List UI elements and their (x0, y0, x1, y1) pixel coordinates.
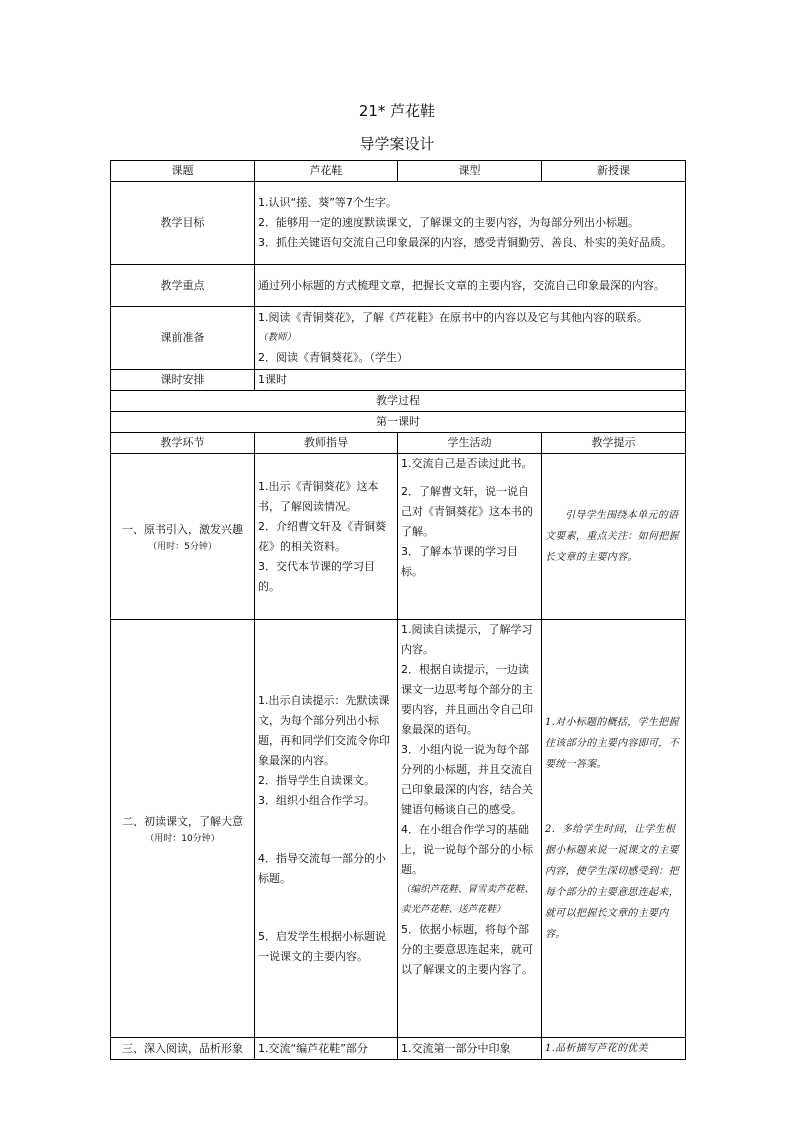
stage-name: 二、初读课文，了解大意 (122, 814, 243, 828)
stage-row (111, 454, 686, 620)
header-teacher: 教师指导 (255, 433, 398, 454)
student-item: 3．了解本节课的学习目标。 (401, 545, 518, 578)
student-item: 1.交流第一部分中印象 (398, 1038, 542, 1060)
student-item: 2．根据自读提示，一边读课文一边思考每个部分的主要内容，并且画出令自己印象最深的语句。 (401, 663, 533, 736)
key-value: 通过列小标题的方式梳理文章，把握长文章的主要内容，交流自己印象最深的内容。 (255, 265, 686, 307)
stage-name-cell (111, 620, 255, 1038)
teacher-guidance (255, 620, 398, 1038)
hours-value: 1课时 (255, 370, 686, 391)
header-stage: 教学环节 (111, 433, 255, 454)
key-label: 教学重点 (111, 265, 255, 307)
process-title: 教学过程 (111, 391, 686, 412)
tip-item: 1.品析描写芦花的优美 (542, 1038, 686, 1060)
lesson-title: 21* 芦花鞋 (358, 102, 436, 120)
process-title-row (111, 391, 686, 412)
document-subtitle: 导学案设计 (359, 135, 435, 153)
key-row (111, 265, 686, 307)
header-student: 学生活动 (398, 433, 542, 454)
stage-name: 三、深入阅读，品析形象 (111, 1038, 255, 1060)
tip-item: 引导学生围绕本单元的语文要素，重点关注：如何把握长文章的主要内容。 (545, 510, 679, 563)
teacher-item: 2．指导学生自读课文。 (258, 773, 375, 787)
teacher-guidance (255, 454, 398, 620)
topic-value: 芦花鞋 (255, 161, 398, 182)
header-tips: 教学提示 (542, 433, 686, 454)
student-item-note: （编织芦花鞋、冒雪卖芦花鞋、卖光芦花鞋、送芦花鞋） (401, 884, 535, 915)
goal-item: 2．能够用一定的速度默读课文，了解课文的主要内容，为每部分列出小标题。 (258, 216, 639, 229)
prep-item: 2．阅读《青铜葵花》。（学生） (258, 351, 408, 364)
topic-label: 课题 (111, 161, 255, 182)
stage-time: （用时：5分钟） (148, 541, 217, 552)
hours-label: 课时安排 (111, 370, 255, 391)
tip-item: 1.对小标题的概括，学生把握住该部分的主要内容即可，不要统一答案。 (545, 717, 679, 770)
process-header-row (111, 433, 686, 454)
goal-item: 1.认识“搓、葵”等7个生字。 (258, 196, 397, 209)
student-item: 3．小组内说一说为每个部分列的小标题，并且交流自己印象最深的内容，结合关键语句畅谈自己的感受。 (401, 743, 533, 816)
teacher-item: 5．启发学生根据小标题说一说课文的主要内容。 (258, 929, 386, 963)
type-label: 课型 (398, 161, 542, 182)
student-item: 2．了解曹文轩，说一说自己对《青铜葵花》这本书的了解。 (401, 485, 533, 538)
prep-row (111, 307, 686, 370)
hours-row (111, 370, 686, 391)
student-item: 1.阅读自读提示，了解学习内容。 (401, 623, 533, 656)
prep-item: 1.阅读《青铜葵花》，了解《芦花鞋》在原书中的内容以及它与其他内容的联系。 (258, 311, 648, 324)
teaching-tip (542, 620, 686, 1038)
stage-row (111, 1038, 686, 1060)
teacher-item: 1.出示《青铜葵花》这本书，了解阅读情况。 (258, 479, 379, 513)
stage-row (111, 620, 686, 1038)
teacher-item: 3．交代本节课的学习目的。 (258, 559, 375, 593)
student-item: 4．在小组合作学习的基础上，说一说每个部分的小标题。 (401, 823, 533, 876)
teacher-item: 1.出示自读提示：先默读课文，为每个部分列出小标题，再和同学们交流令你印象最深的内容。 (258, 693, 390, 767)
period-title: 第一课时 (111, 412, 686, 433)
stage-name-cell (111, 454, 255, 620)
student-activity (398, 454, 542, 620)
topic-row (111, 161, 686, 182)
student-item: 1.交流自己是否读过此书。 (401, 457, 533, 470)
stage-time: （用时：10分钟） (145, 833, 220, 844)
prep-content (255, 307, 686, 370)
teacher-item: 1.交流“编芦花鞋”部分 (255, 1038, 398, 1060)
period-row (111, 412, 686, 433)
type-value: 新授课 (542, 161, 686, 182)
stage-name: 一、原书引入，激发兴趣 (122, 522, 243, 536)
prep-item-note: （教师） (258, 332, 297, 343)
goals-row (111, 182, 686, 265)
goals-label: 教学目标 (111, 182, 255, 265)
student-item: 5．依据小标题，将每个部分的主要意思连起来，就可以了解课文的主要内容了。 (401, 923, 533, 976)
student-activity (398, 620, 542, 1038)
teacher-item: 4．指导交流每一部分的小标题。 (258, 851, 386, 885)
lesson-plan-table (110, 160, 686, 1060)
teacher-item: 3．组织小组合作学习。 (258, 793, 375, 807)
teaching-tip (542, 454, 686, 620)
goal-item: 3．抓住关键语句交流自己印象最深的内容，感受青铜勤劳、善良、朴实的美好品质。 (258, 236, 672, 249)
prep-label: 课前准备 (111, 307, 255, 370)
tip-item: 2．多给学生时间，让学生根据小标题来说一说课文的主要内容，使学生深切感受到：把每个部分的主要意思连起来，就可以把握长文章的主要内容。 (545, 824, 679, 940)
teacher-item: 2．介绍曹文轩及《青铜葵花》的相关资料。 (258, 519, 386, 553)
goals-content (255, 182, 686, 265)
